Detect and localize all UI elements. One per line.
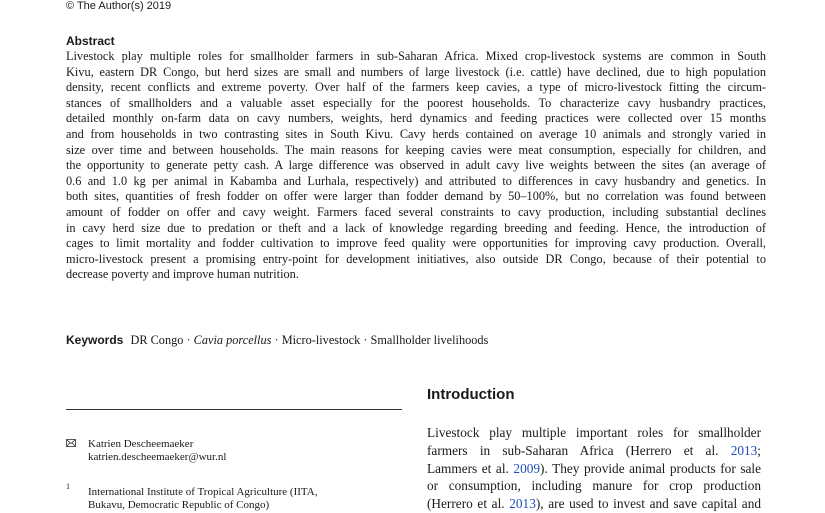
keyword: Micro-livestock: [281, 333, 361, 347]
intro-line: Livestock play multiple important roles for smallholder: [427, 425, 761, 440]
abstract-line: Kivu, eastern DR Congo, but herd sizes are small and numbers of large livestock (i.e. cattle) have declined, due to high population: [66, 64, 766, 79]
keyword: Smallholder livelihoods: [370, 333, 489, 347]
keyword: DR Congo: [130, 333, 184, 347]
keywords-label: Keywords: [66, 333, 124, 347]
abstract-line: decrease poverty and improve human nutrition.: [66, 267, 299, 282]
citation-link[interactable]: 2013: [730, 442, 758, 458]
abstract-line: 0.6 and 1.0 kg per animal in Kabamba and Lurhala, respectively) and attributed to differences in cavy husbandry and genetics. In: [66, 173, 766, 188]
affiliation-line: Bukavu, Democratic Republic of Congo): [88, 499, 270, 511]
abstract-line: density, recent conflicts and extreme poverty. Over half of the farmers keep cavies, a type of micro-livestock fitting the circum-: [66, 80, 766, 95]
abstract-line: micro-livestock present a promising entry-point for development initiatives, also outside DR Congo, because of their potential to: [66, 251, 766, 266]
abstract-line: detailed monthly on-farm data on cavy numbers, weights, herd dynamics and feeding practices were collected over 15 months: [66, 111, 766, 126]
intro-line: (Herrero et al. 2013), are used to invest and save capital and: [427, 496, 761, 512]
keywords: [66, 333, 488, 348]
citation-link[interactable]: 2013: [509, 496, 536, 512]
keyword-separator: ·: [274, 333, 279, 347]
introduction-text: [427, 424, 761, 513]
abstract-line: cages to limit mortality and fodder cultivation to improve feed quality were opportunities for improving cavy production. Overall,: [66, 236, 766, 251]
envelope-icon: [66, 439, 76, 447]
abstract-line: and from households in two contrasting sites in South Kivu. Cavy herds contained on average 10 animals and strongly varied in: [66, 126, 766, 141]
intro-line: farmers in sub-Saharan Africa (Herrero et al. 2013;: [427, 442, 761, 458]
footnote-divider: [66, 409, 402, 410]
author-email[interactable]: katrien.descheemaeker@wur.nl: [88, 451, 227, 463]
abstract-line: amount of fodder on offer and cavy weight. Farmers faced several constraints to cavy production, including substantial declines: [66, 204, 766, 219]
author-name: Katrien Descheemaeker: [88, 438, 194, 450]
copyright-notice: © The Author(s) 2019: [66, 0, 172, 12]
citation-link[interactable]: 2009: [513, 460, 541, 476]
affiliation-number: 1: [66, 482, 70, 491]
abstract-text: [66, 49, 766, 283]
abstract-line: the opportunity to generate petty cash. A large difference was observed in adult cavy live weights between the sites (an average of: [66, 158, 766, 173]
abstract-heading: Abstract: [66, 34, 115, 48]
intro-line: or consumption, including manure for crop production: [427, 478, 761, 494]
abstract-line: both sites, quantities of fresh fodder on offer were larger than fodder demand by 50–100%, but no correlation was found between: [66, 189, 766, 204]
abstract-line: stances of smallholders and a valuable asset especially for the poorest households. To characterize cavy husbandry practices,: [66, 95, 766, 110]
abstract-line: Livestock play multiple roles for smallholder farmers in sub-Saharan Africa. Mixed crop-livestock systems are common in South: [66, 49, 766, 63]
intro-line: Lammers et al. 2009). They provide animal products for sale: [427, 460, 761, 476]
abstract-line: size over time and between households. The main reasons for keeping cavies were meat consumption, especially for children, and: [66, 142, 766, 157]
keyword: Cavia porcellus: [193, 333, 272, 347]
abstract-line: in cavy herd size due to predation or theft and a lack of knowledge regarding breeding and feeding. Hence, the introduction of: [66, 220, 766, 235]
affiliation-line: International Institute of Tropical Agriculture (IITA,: [88, 486, 318, 498]
introduction-heading: Introduction: [427, 386, 515, 403]
keyword-separator: ·: [186, 333, 191, 347]
keyword-separator: ·: [363, 333, 368, 347]
